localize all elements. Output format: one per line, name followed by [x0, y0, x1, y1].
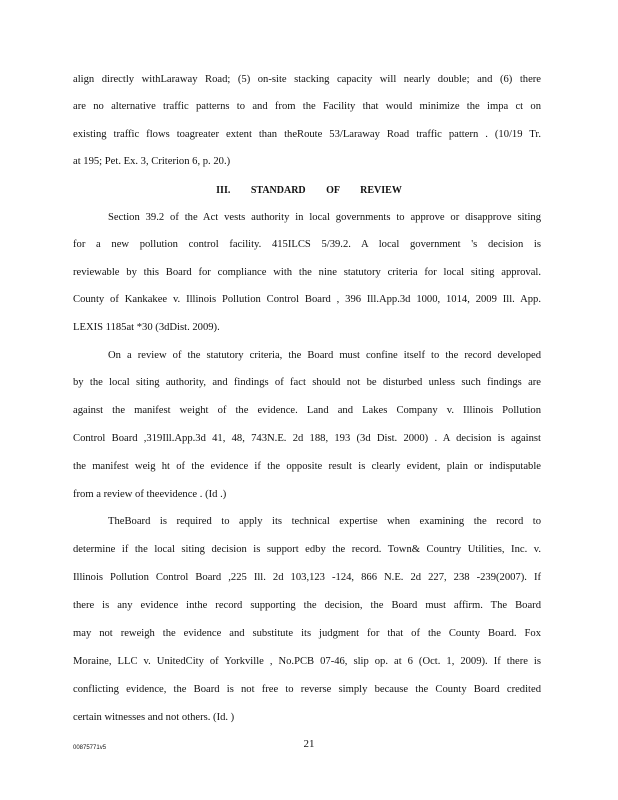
- body-line: County of Kankakee v. Illinois Pollution Control Board , 396 Ill.App.3d 1000, 1014, 2009 Ill. App.: [73, 294, 541, 305]
- body-line: Section 39.2 of the Act vests authority in local governments to approve or disapprove siting: [108, 212, 541, 223]
- body-line: Control Board ,319Ill.App.3d 41, 48, 743N.E. 2d 188, 193 (3d Dist. 2000) . A decision is against: [73, 433, 541, 444]
- body-line: On a review of the statutory criteria, the Board must confine itself to the record developed: [108, 350, 541, 361]
- body-line: from a review of theevidence . (Id .): [73, 489, 227, 500]
- body-line: by the local siting authority, and findings of fact should not be disturbed unless such findings are: [73, 377, 541, 388]
- page-number: 21: [303, 738, 315, 750]
- body-line: reviewable by this Board for compliance with the nine statutory criteria for local siting approval.: [73, 267, 541, 278]
- body-line: against the manifest weight of the evidence. Land and Lakes Company v. Illinois Pollution: [73, 405, 541, 416]
- body-line: certain witnesses and not others. (Id. ): [73, 712, 235, 723]
- document-id: 00875771v5: [73, 745, 107, 751]
- body-line: for a new pollution control facility. 415ILCS 5/39.2. A local government 's decision is: [73, 239, 541, 250]
- body-line: align directly withLaraway Road; (5) on-site stacking capacity will nearly double; and (6) there: [73, 74, 541, 85]
- body-line: there is any evidence inthe record supporting the decision, the Board must affirm. The Board: [73, 600, 541, 611]
- body-line: are no alternative traffic patterns to and from the Facility that would minimize the impa ct on: [73, 101, 541, 112]
- section-heading: III. STANDARD OF REVIEW: [216, 185, 402, 196]
- body-line: conflicting evidence, the Board is not free to reverse simply because the County Board credited: [73, 684, 541, 695]
- body-line: Illinois Pollution Control Board ,225 Ill. 2d 103,123 -124, 866 N.E. 2d 227, 238 -239(2007). If: [73, 572, 541, 583]
- body-line: LEXIS 1185at *30 (3dDist. 2009).: [73, 322, 220, 333]
- body-line: determine if the local siting decision is support edby the record. Town& Country Utilities, Inc. v.: [73, 544, 541, 555]
- body-line: may not reweigh the evidence and substitute its judgment for that of the County Board. Fox: [73, 628, 541, 639]
- body-line: Moraine, LLC v. UnitedCity of Yorkville , No.PCB 07-46, slip op. at 6 (Oct. 1, 2009). If there is: [73, 656, 541, 667]
- body-line: existing traffic flows toagreater extent than theRoute 53/Laraway Road traffic pattern . (10/19 Tr.: [73, 129, 541, 140]
- body-line: TheBoard is required to apply its technical expertise when examining the record to: [108, 516, 541, 527]
- body-line: at 195; Pet. Ex. 3, Criterion 6, p. 20.): [73, 156, 231, 167]
- body-line: the manifest weig ht of the evidence if the opposite result is clearly evident, plain or indisputable: [73, 461, 541, 472]
